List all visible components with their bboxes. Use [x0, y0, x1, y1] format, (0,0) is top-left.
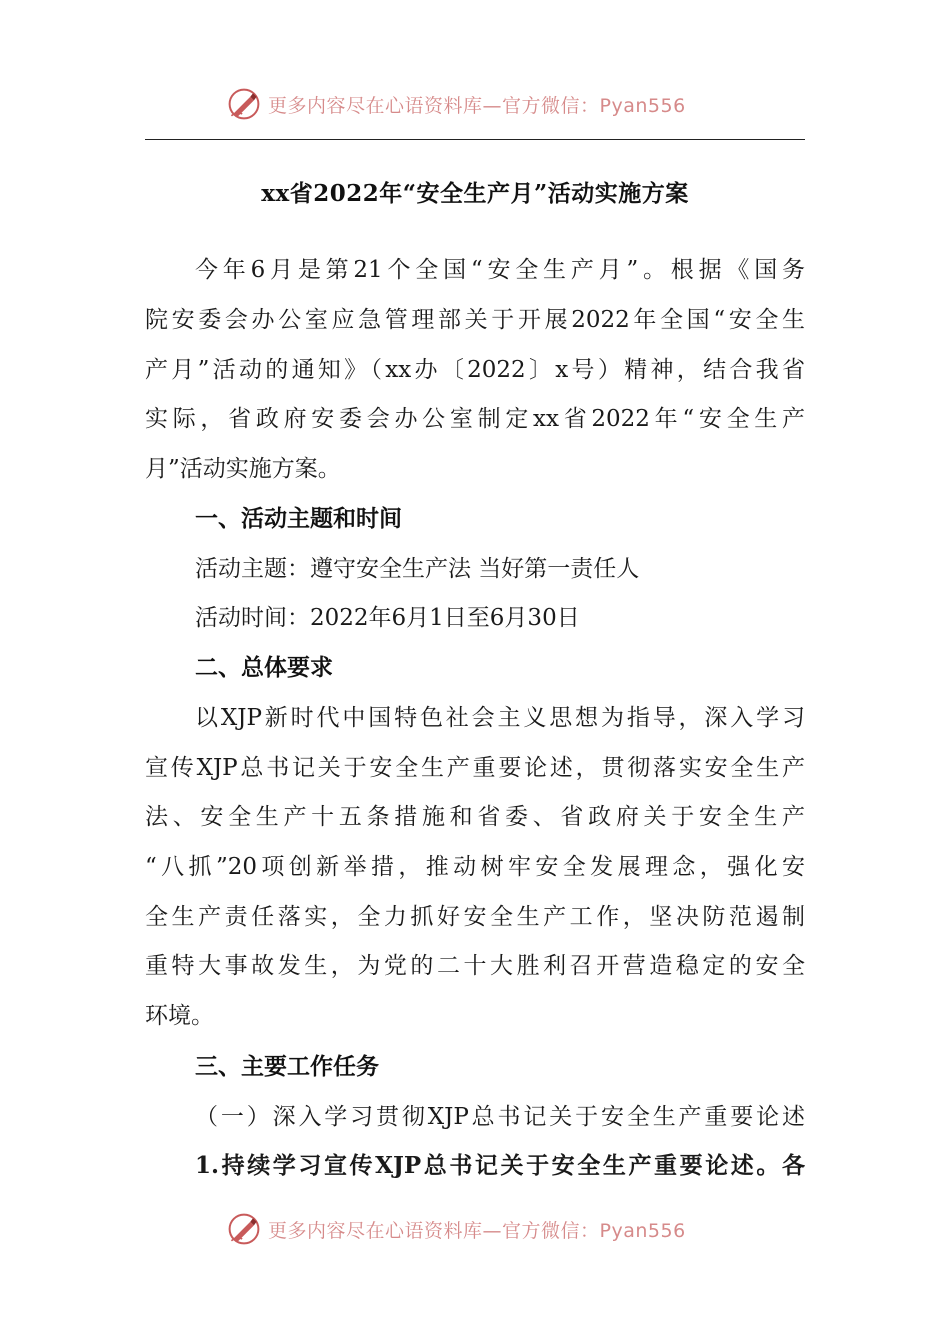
watermark-footer — [226, 1209, 686, 1249]
section-heading-3: 三、主要工作任务 — [195, 1054, 379, 1080]
header-divider — [145, 139, 805, 140]
paragraph-line: 院安委会办公室应急管理部关于开展2022年全国“安全生 — [145, 307, 805, 333]
paragraph-line: “八抓”20项创新举措，推动树牢安全发展理念，强化安 — [145, 854, 805, 880]
paragraph-line: 全生产责任落实，全力抓好安全生产工作，坚决防范遏制 — [145, 904, 805, 930]
pen-logo-icon — [226, 86, 262, 122]
section-heading-2: 二、总体要求 — [195, 655, 333, 681]
theme-line: 活动主题：遵守安全生产法 当好第一责任人 — [195, 556, 640, 582]
item-1-line: 1.持续学习宣传XJP总书记关于安全生产重要论述。各 — [195, 1152, 805, 1179]
paragraph-line: 以XJP新时代中国特色社会主义思想为指导，深入学习 — [195, 705, 805, 731]
subsection-heading-1: （一）深入学习贯彻XJP总书记关于安全生产重要论述 — [195, 1104, 805, 1130]
watermark-text: 更多内容尽在心语资料库—官方微信：Pyan556 — [268, 1219, 686, 1242]
paragraph-line: 实际，省政府安委会办公室制定xx省2022年“安全生产 — [145, 406, 805, 432]
pen-logo-icon — [226, 1211, 262, 1247]
watermark-header — [226, 84, 686, 124]
paragraph-line: 环境。 — [145, 1003, 214, 1029]
paragraph-line: 法、安全生产十五条措施和省委、省政府关于安全生产 — [145, 804, 805, 830]
paragraph-line: 今年6月是第21个全国“安全生产月”。根据《国务 — [195, 257, 805, 283]
paragraph-line: 宣传XJP总书记关于安全生产重要论述，贯彻落实安全生产 — [145, 755, 805, 781]
paragraph-line: 产月”活动的通知》（xx办〔2022〕x号）精神，结合我省 — [145, 357, 805, 383]
document-title: xx省2022年“安全生产月”活动实施方案 — [261, 180, 689, 207]
section-heading-1: 一、活动主题和时间 — [195, 506, 402, 532]
paragraph-line: 月”活动实施方案。 — [145, 456, 341, 482]
time-line: 活动时间：2022年6月1日至6月30日 — [195, 605, 580, 631]
paragraph-line: 重特大事故发生，为党的二十大胜利召开营造稳定的安全 — [145, 953, 805, 979]
watermark-text: 更多内容尽在心语资料库—官方微信：Pyan556 — [268, 94, 686, 117]
